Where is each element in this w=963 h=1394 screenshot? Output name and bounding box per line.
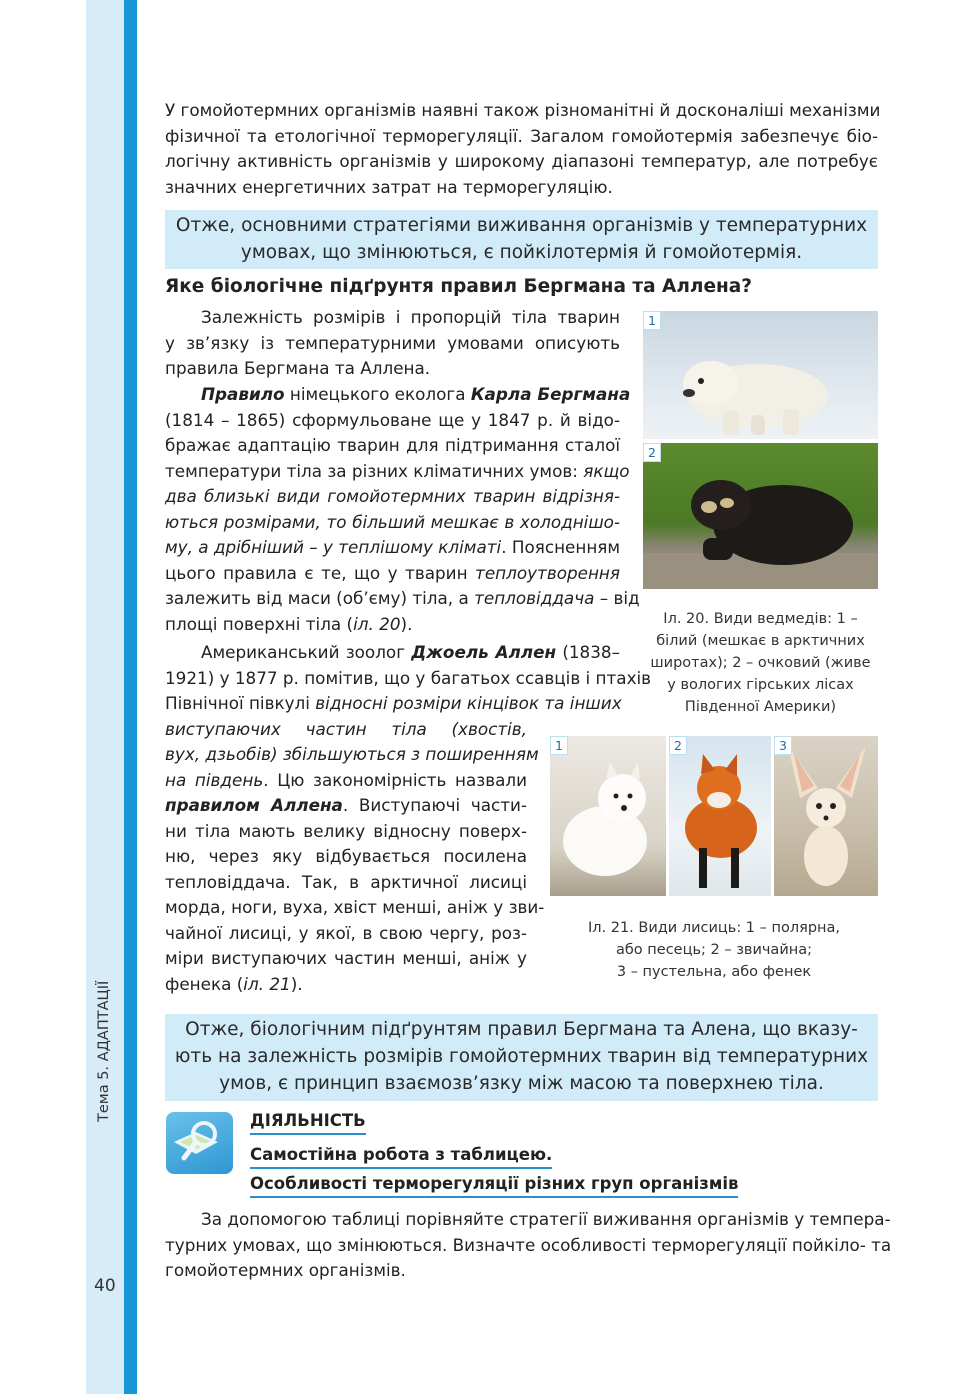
activity-heading: ДІЯЛЬНІСТЬ [250,1111,366,1135]
text-line: гомойотермних організмів. [165,1260,406,1280]
text-line: правила Бергмана та Аллена. [165,358,431,378]
text-line: логічну активність організмів у широкому діапазоні температур, але потребує [165,151,878,171]
text-line: У гомойотермних організмів наявні також різноманітні й досконаліші механізми [165,100,881,120]
text-line: (1814 – 1865) сформульоване ще у 1847 р. й відо- [165,409,620,430]
text-line: ни тіла мають велику відносну поверх- [165,820,527,841]
text-line: бражає адаптацію тварин для підтримання сталої [165,435,620,455]
conclusion-line: умовах, що змінюються, є пойкілотермія й гомойотермія. [240,242,803,263]
text-line: турних умовах, що змінюються. Визначте особливості терморегуляції пойкіло- та [165,1234,892,1255]
text-line: два близькі види гомойотермних тварин відрізня- [165,486,620,506]
text-line: тепловіддача. Так, в арктичної лисиці [165,871,527,892]
figure-20-caption: Іл. 20. Види ведмедів: 1 – білий (мешкає в арктичних широтах); 2 – очковий (живе у вологих гірських лісах Південної Америки) [650,611,871,715]
person-name: Карла Бергмана [470,384,631,404]
photo-number: 1 [550,736,568,755]
paragraph-1 [165,305,620,382]
paragraph-bergmann: Правило німецького еколога Карла Бергмана (1814 – 1865) сформульоване ще у 1847 р. й відо- бражає адаптацію тварин для підтримання сталої температури тіла за різних кліматичних умов: якщо два близькі види гомойотермних тварин відрізня- ються розмірами, то більший мешкає в холоднішо- му, а дрібніший – у теплішому кліматі. Поясненням цього правила є те, що у тварин теплоутворення залежить від маси (об’єму) тіла, а тепловіддача – від площі поверхні тіла (іл. 20). [165,384,640,634]
activity-task [165,1207,892,1284]
left-margin [0,0,86,1394]
text-line: значних енергетичних затрат на терморегуляцію. [165,176,613,197]
conclusion-line: ють на залежність розмірів гомойотермних тварин від температурних [174,1046,869,1067]
arctic-fox-image [550,736,666,896]
arctic-fox-photo [550,736,666,896]
text-line: міри виступаючих частин менші, аніж у [165,948,527,968]
magnifier-map-icon [166,1112,233,1174]
polar-bear-photo [643,311,878,439]
page-number: 40 [94,1276,116,1296]
paragraph-allen: Американський зоолог Джоель Аллен (1838– 1921) у 1877 р. помітив, що у багатьох ссавців і птахів Північної півкулі відносні розміри кінцівок та інших [165,642,652,713]
text-line: виступаючих частин тіла (хвостів, [165,718,527,739]
text-line: За допомогою таблиці порівняйте стратегії виживання організмів у темпера- [201,1209,891,1229]
text-line: ються розмірами, то більший мешкає в холоднішо- [165,511,620,532]
photo-number: 3 [774,736,792,755]
red-fox-image [669,736,771,896]
term-rule: Правило [201,384,285,404]
fennec-fox-image [774,736,878,896]
photo-number: 2 [669,736,687,755]
activity-subheading-1: Самостійна робота з таблицею. [250,1145,552,1169]
photo-number: 1 [643,311,661,330]
figure-21-caption: Іл. 21. Види лисиць: 1 – полярна, або песець; 2 – звичайна; 3 – пустельна, або фенек [587,920,841,980]
text-line: у зв’язку із температурними умовами описують [165,332,620,353]
spectacled-bear-photo [643,443,878,589]
fennec-fox-photo [774,736,878,896]
conclusion-box-2 [165,1014,878,1101]
text-line: чайної лисиці, у якої, в свою чергу, роз- [165,922,527,943]
text-line: фізичної та етологічної терморегуляції. Загалом гомойотермія забезпечує біо- [165,125,878,146]
spectacled-bear-image [643,443,878,589]
paragraph-allen-cont: виступаючих частин тіла (хвостів, вух, дзьобів) збільшуються з поширенням на південь. Цю закономірність назвали правилом Аллена. Виступаючі части- ни тіла мають велику відносну поверх- ню, через яку відбувається посилена тепловіддача. Так, в арктичної лисиці морда, ноги, вуха, хвіст менші, аніж у зви- чайної лисиці, у якої, в свою чергу, роз- міри виступаючих частин менші, аніж у фенека (іл. 21). [165,718,545,994]
text-line: ню, через яку відбувається посилена [165,846,527,866]
sidebar-light-strip [86,0,124,1394]
conclusion-line: Отже, основними стратегіями виживання організмів у температурних [175,215,868,236]
term-allen-rule: правилом Аллена [165,795,343,815]
activity-subheading-2: Особливості терморегуляції різних груп організмів [250,1174,738,1198]
photo-number: 2 [643,443,661,462]
sidebar-blue-strip [124,0,137,1394]
text-line: вух, дзьобів) збільшуються з поширенням [165,744,539,764]
conclusion-line: Отже, біологічним підґрунтям правил Бергмана та Алена, що вказу- [185,1019,858,1040]
red-fox-photo [669,736,771,896]
conclusion-box-1 [165,210,878,269]
section-heading: Яке біологічне підґрунтя правил Бергмана та Аллена? [165,276,752,297]
polar-bear-image [643,311,878,439]
person-name: Джоель Аллен [411,642,557,662]
intro-paragraph [165,98,881,200]
conclusion-line: умов, є принцип взаємозв’язку між масою та поверхнею тіла. [219,1073,824,1094]
text-line: морда, ноги, вуха, хвіст менші, аніж у зви- [165,897,545,917]
text-line: 1921) у 1877 р. помітив, що у багатьох ссавців і птахів [165,667,652,688]
topic-label: Тема 5. АДАПТАЦІЇ [96,980,112,1122]
text-line: Залежність розмірів і пропорцій тіла тварин [201,307,620,327]
